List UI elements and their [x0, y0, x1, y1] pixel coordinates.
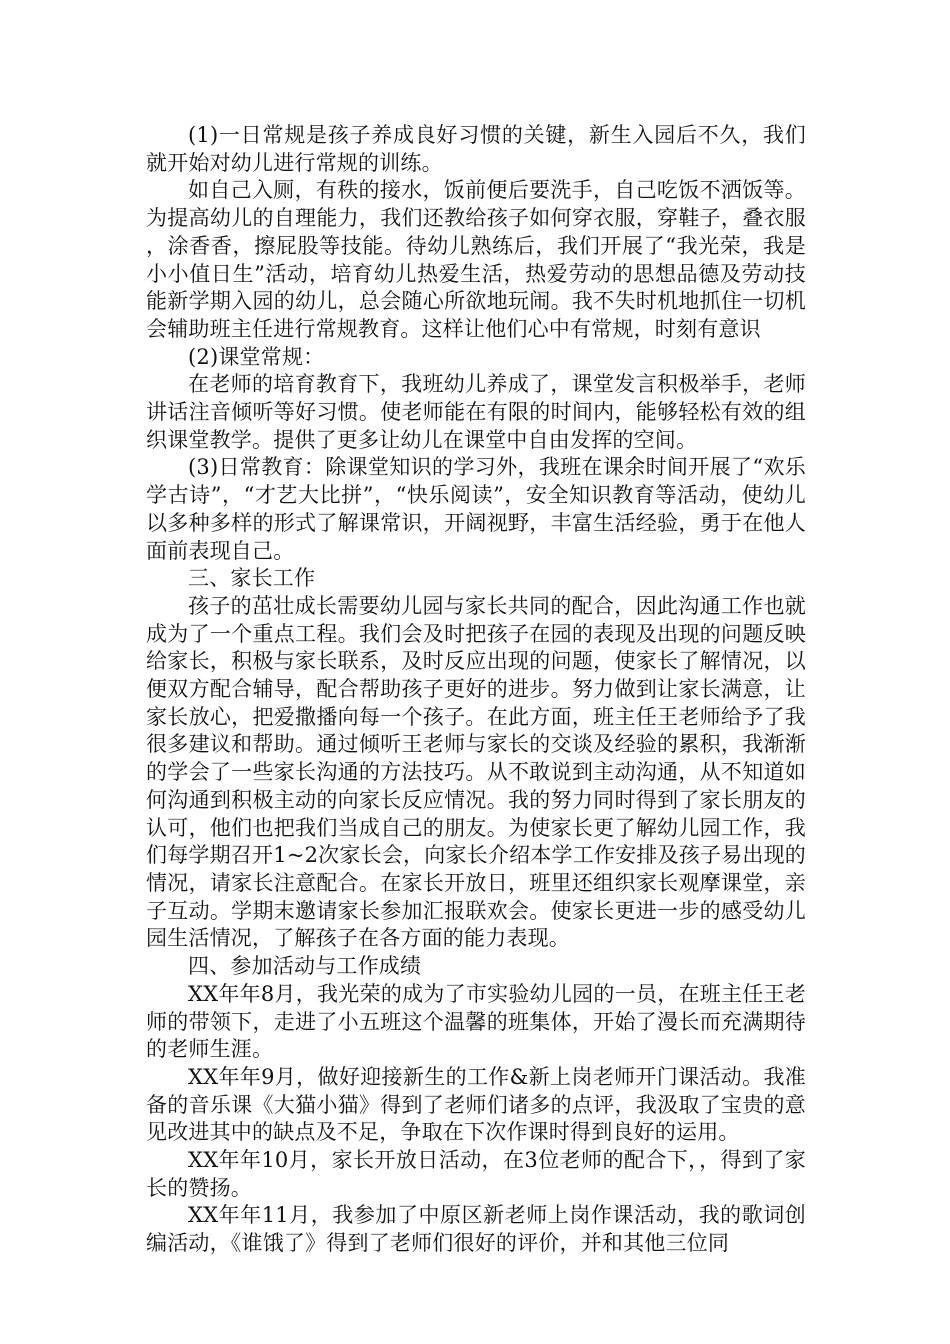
paragraph-daily-education: (3)日常教育：除课堂知识的学习外，我班在课余时间开展了“欢乐学古诗”，“才艺大比拼”，“快乐阅读”，安全知识教育等活动，使幼儿以多种多样的形式了解课常识，开阔视野，丰富生活经验，勇于在他人面前表现自己。: [146, 455, 806, 563]
section-heading-activities: 四、参加活动与工作成绩: [188, 954, 422, 979]
paragraph-class-routine: 在老师的培育教育下，我班幼儿养成了，课堂发言积极举手，老师讲话注音倾听等好习惯。使老师能在有限的时间内，能够轻松有效的组织课堂教学。提供了更多让幼儿在课堂中自由发挥的空间。: [146, 372, 806, 452]
document-body: [146, 122, 806, 1258]
paragraph-parent-work: 孩子的茁壮成长需要幼儿园与家长共同的配合，因此沟通工作也就成为了一个重点工程。我们会及时把孩子在园的表现及出现的问题反映给家长，积极与家长联系，及时反应出现的问题，使家长了解情况，以便双方配合辅导，配合帮助孩子更好的进步。努力做到让家长满意，让家长放心，把爱撒播向每一个孩子。在此方面，班主任王老师给予了我很多建议和帮助。通过倾听王老师与家长的交谈及经验的累积，我渐渐的学会了一些家长沟通的方法技巧。从不敢说到主动沟通，从不知道如何沟通到积极主动的向家长反应情况。我的努力同时得到了家长朋友的认可，他们也把我们当成自己的朋友。为使家长更了解幼儿园工作，我们每学期召开1~2次家长会，向家长介绍本学工作安排及孩子易出现的情况，请家长注意配合。在家长开放日，班里还组织家长观摩课堂，亲子互动。学期末邀请家长参加汇报联欢会。使家长更进一步的感受幼儿园生活情况，了解孩子在各方面的能力表现。: [146, 593, 806, 951]
paragraph-routine-intro: (1)一日常规是孩子养成良好习惯的关键，新生入园后不久，我们就开始对幼儿进行常规的训练。: [146, 123, 806, 175]
paragraph-november: XX年年11月，我参加了中原区新老师上岗作课活动，我的歌词创编活动，《谁饿了》得到了老师们很好的评价，并和其他三位同: [146, 1203, 806, 1256]
paragraph-september: XX年年9月，做好迎接新生的工作&新上岗老师开门课活动。我准备的音乐课《大猫小猫》得到了老师们诸多的点评，我汲取了宝贵的意见改进其中的缺点及不足，争取在下次作课时得到良好的运用。: [146, 1064, 806, 1145]
paragraph-october: XX年年10月，家长开放日活动，在3位老师的配合下，，得到了家长的赞扬。: [146, 1148, 806, 1200]
section-heading-parent-work: 三、家长工作: [188, 566, 316, 591]
paragraph-august: XX年年8月，我光荣的成为了市实验幼儿园的一员，在班主任王老师的带领下，走进了小五班这个温馨的班集体，开始了漫长而充满期待的老师生涯。: [146, 981, 806, 1062]
paragraph-routine-details: 如自己入厕，有秩的接水，饭前便后要洗手，自己吃饭不洒饭等。为提高幼儿的自理能力，我们还教给孩子如何穿衣服，穿鞋子，叠衣服，涂香香，擦屁股等技能。待幼儿熟练后，我们开展了“我光荣，我是小小值日生”活动，培育幼儿热爱生活，热爱劳动的思想品德及劳动技能新学期入园的幼儿，总会随心所欲地玩闹。我不失时机地抓住一切机会辅助班主任进行常规教育。这样让他们心中有常规，时刻有意识: [146, 178, 806, 341]
paragraph-class-routine-title: (2)课堂常规：: [188, 344, 325, 369]
